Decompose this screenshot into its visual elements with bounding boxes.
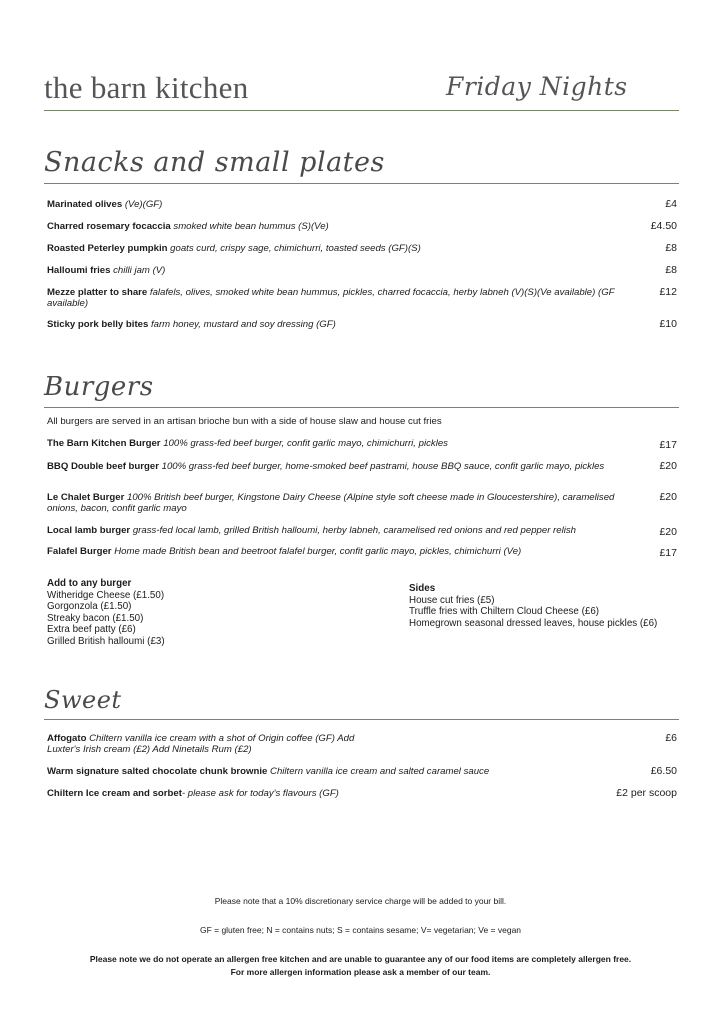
- item-description: falafels, olives, smoked white bean hummus, pickles, charred focaccia, herby labneh (V)(S)(Ve available) (GF available): [47, 287, 615, 309]
- item-name: Mezze platter to share: [47, 287, 148, 298]
- addon-line: Extra beef patty (£6): [47, 624, 136, 635]
- side-line: House cut fries (£5): [409, 594, 495, 606]
- sweet-divider: [44, 719, 679, 720]
- item-description: Chiltern vanilla ice cream and salted caramel sauce: [270, 766, 490, 777]
- item-price: £6.50: [650, 765, 677, 777]
- addon-line: Grilled British halloumi (£3): [47, 635, 165, 647]
- sides-title: Sides: [409, 583, 436, 594]
- burgers-intro: All burgers are served in an artisan brioche bun with a side of house slaw and house cut fries: [47, 416, 442, 427]
- service-charge-note: Please note that a 10% discretionary service charge will be added to your bill.: [214, 896, 507, 906]
- item-description: 100% British beef burger, Kingstone Dairy Cheese (Alpine style soft cheese made in Gloucestershire), caramelised onions, bacon, confit garlic mayo: [47, 492, 615, 514]
- item-price: £12: [659, 286, 677, 298]
- addon-line: Gorgonzola (£1.50): [47, 601, 132, 612]
- item-price: £20: [659, 526, 677, 538]
- restaurant-brand: the barn kitchen: [44, 70, 249, 105]
- allergen-warning: Please note we do not operate an allergen free kitchen and are unable to guarantee any of our food items are completely allergen free.: [89, 954, 632, 964]
- item-name: Falafel Burger: [47, 546, 112, 557]
- side-line: Truffle fries with Chiltern Cloud Cheese (£6): [409, 606, 600, 617]
- item-name: Halloumi fries: [47, 265, 111, 276]
- item-description: (Ve)(GF): [124, 199, 163, 210]
- item-description: Home made British bean and beetroot falafel burger, confit garlic mayo, pickles, chimichurri (Ve): [114, 546, 522, 557]
- item-name: Marinated olives: [47, 199, 123, 210]
- allergen-key: GF = gluten free; N = contains nuts; S = contains sesame; V= vegetarian; Ve = vegan: [199, 925, 522, 935]
- item-name: Affogato: [47, 733, 87, 744]
- item-name: Charred rosemary focaccia: [47, 221, 171, 232]
- menu-item: [47, 199, 677, 210]
- allergen-contact: For more allergen information please ask a member of our team.: [230, 967, 491, 977]
- addon-line: Streaky bacon (£1.50): [47, 612, 144, 624]
- item-name: The Barn Kitchen Burger: [47, 438, 161, 449]
- item-name: Warm signature salted chocolate chunk brownie: [47, 766, 268, 777]
- item-description: 100% grass-fed beef burger, home-smoked beef pastrami, house BBQ sauce, confit garlic mayo, pickles: [161, 461, 605, 472]
- menu-item: [47, 525, 677, 536]
- item-price: £17: [659, 547, 677, 559]
- menu-item: [47, 733, 677, 755]
- menu-item: [47, 319, 677, 330]
- snacks-heading: Snacks and small plates: [44, 147, 385, 178]
- item-description: Chiltern vanilla ice cream with a shot of Origin coffee (GF) Add Luxter's Irish cream (£2) Add Ninetails Rum (£2): [47, 733, 355, 755]
- item-price: £20: [659, 460, 677, 472]
- item-description: chilli jam (V): [113, 265, 166, 276]
- item-description: smoked white bean hummus (S)(Ve): [173, 221, 329, 232]
- menu-item: [47, 243, 677, 254]
- snacks-divider: [44, 183, 679, 184]
- sweet-heading: Sweet: [44, 686, 122, 714]
- burgers-heading: Burgers: [44, 372, 154, 402]
- item-name: Local lamb burger: [47, 525, 131, 536]
- menu-item: [47, 221, 677, 232]
- item-name: BBQ Double beef burger: [47, 461, 159, 472]
- item-price: £10: [659, 318, 677, 330]
- menu-item: [47, 788, 677, 799]
- item-price: £4: [665, 198, 677, 210]
- item-description: goats curd, crispy sage, chimichurri, toasted seeds (GF)(S): [170, 243, 421, 254]
- item-description: - please ask for today's flavours (GF): [181, 788, 339, 799]
- menu-item: [47, 287, 677, 309]
- menu-item: [47, 492, 677, 514]
- item-price: £8: [665, 242, 677, 254]
- addons-title: Add to any burger: [47, 578, 132, 589]
- addon-line: Witheridge Cheese (£1.50): [47, 589, 165, 601]
- item-price: £17: [659, 439, 677, 451]
- item-name: Chiltern Ice cream and sorbet: [47, 788, 182, 799]
- item-price: £20: [659, 491, 677, 503]
- menu-item: [47, 438, 677, 449]
- menu-item: [47, 265, 677, 276]
- item-name: Roasted Peterley pumpkin: [47, 243, 168, 254]
- menu-item: [47, 546, 677, 557]
- burgers-divider: [44, 407, 679, 408]
- menu-item: [47, 766, 677, 777]
- item-description: grass-fed local lamb, grilled British halloumi, herby labneh, caramelised red onions and red pepper relish: [132, 525, 576, 536]
- item-price: £2 per scoop: [616, 787, 677, 799]
- item-price: £4.50: [650, 220, 677, 232]
- menu-item: [47, 461, 677, 472]
- side-line: Homegrown seasonal dressed leaves, house pickles (£6): [409, 617, 658, 629]
- item-description: farm honey, mustard and soy dressing (GF): [150, 319, 336, 330]
- sides-list: [409, 583, 657, 629]
- item-price: £6: [665, 732, 677, 744]
- night-title: Friday Nights: [446, 72, 628, 101]
- item-price: £8: [665, 264, 677, 276]
- burger-addons: [47, 578, 165, 647]
- header-divider: [44, 110, 679, 111]
- item-name: Sticky pork belly bites: [47, 319, 149, 330]
- item-name: Le Chalet Burger: [47, 492, 125, 503]
- item-description: 100% grass-fed beef burger, confit garlic mayo, chimichurri, pickles: [163, 438, 448, 449]
